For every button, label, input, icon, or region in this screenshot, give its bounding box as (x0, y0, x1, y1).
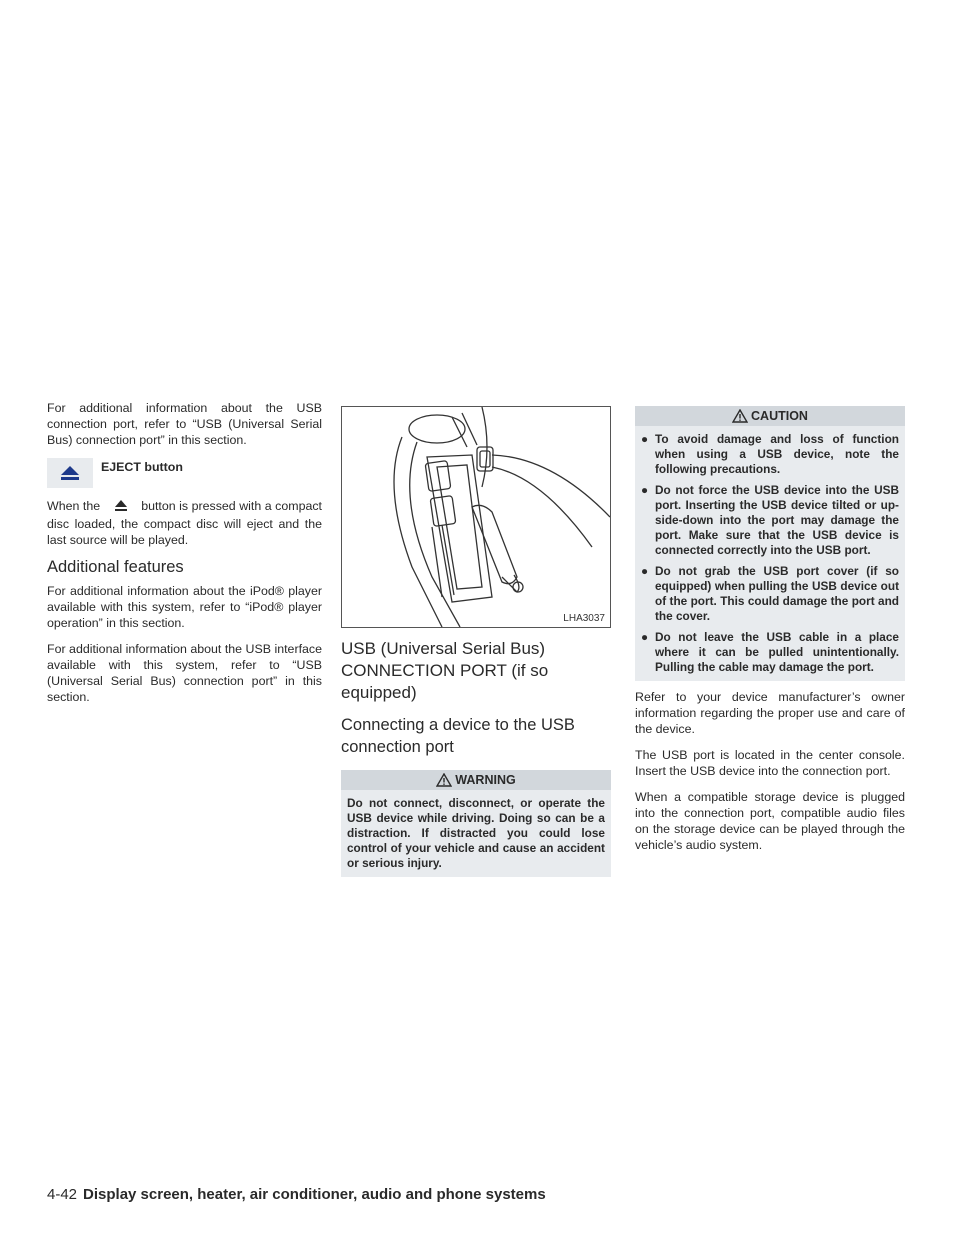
usb-interface-reference-paragraph: For additional information about the USB interface available with this system, refer to “USB (Universal Serial Bus) connection port” in this section. (47, 642, 322, 704)
warning-title: WARNING (455, 773, 516, 787)
caution-list (641, 432, 899, 675)
usb-reference-paragraph: For additional information about the USB connection port, refer to “USB (Universal Serial Bus) connection port” in this section. (47, 401, 322, 447)
usb-section-title: USB (Universal Serial Bus) CONNECTION PORT (if so equipped) (341, 639, 549, 702)
storage-device-paragraph: When a compatible storage device is plugged into the connection port, compatible audio files on the storage device can be played through the vehicle’s audio system. (635, 790, 905, 852)
eject-button-label: EJECT button (101, 460, 183, 474)
caution-triangle-icon (732, 409, 748, 423)
chapter-title: Display screen, heater, air conditioner, audio and phone systems (83, 1186, 546, 1203)
warning-text: Do not connect, disconnect, or operate the USB device while driving. Doing so can be a distraction. If distracted you could lose control of your vehicle and cause an accident or serious injury. (347, 796, 605, 870)
caution-box (635, 406, 905, 681)
eject-icon-box (47, 458, 93, 488)
right-column (635, 406, 905, 863)
inline-eject-icon-wrap (104, 500, 138, 516)
usb-location-paragraph: The USB port is located in the center console. Insert the USB device into the connection port. (635, 748, 905, 778)
eject-button-entry (47, 458, 322, 488)
connecting-device-subtitle: Connecting a device to the USB connection port (341, 716, 575, 756)
list-item: ● Do not grab the USB port cover (if so equipped) when pulling the USB device out of the port. This could damage the port and the cover. (641, 564, 899, 623)
eject-description-paragraph: When the button is pressed with a compact disc loaded, the compact disc will eject and the last source will be played. (47, 499, 323, 547)
eject-icon (114, 500, 128, 512)
usb-port-illustration (341, 406, 611, 628)
owner-info-paragraph: Refer to your device manufacturer’s owner information regarding the proper use and care of the device. (635, 690, 905, 736)
caution-title: CAUTION (751, 409, 808, 423)
middle-column (341, 400, 611, 877)
list-item: ● Do not leave the USB cable in a place where it can be pulled unintentionally. Pulling the cable may damage the port. (641, 630, 899, 674)
warning-header (341, 770, 611, 790)
figure-id: LHA3037 (563, 613, 605, 624)
warning-triangle-icon (436, 773, 452, 787)
page-footer (47, 1186, 546, 1203)
additional-features-heading: Additional features (47, 558, 184, 576)
list-item: ● Do not force the USB device into the USB port. Inserting the USB device tilted or up-side-down into the port may damage the port. Make sure that the USB device is connected correctly into the USB port. (641, 483, 899, 557)
ipod-reference-paragraph: For additional information about the iPod® player available with this system, refer to “iPod® player operation” in this section. (47, 584, 322, 630)
left-column (47, 400, 322, 715)
center-console-drawing (342, 407, 610, 627)
page-number: 4-42 (47, 1186, 78, 1203)
caution-header (635, 406, 905, 426)
list-item: ● To avoid damage and loss of function when using a USB device, note the following precautions. (641, 432, 899, 476)
warning-box (341, 770, 611, 877)
eject-icon (60, 465, 80, 481)
